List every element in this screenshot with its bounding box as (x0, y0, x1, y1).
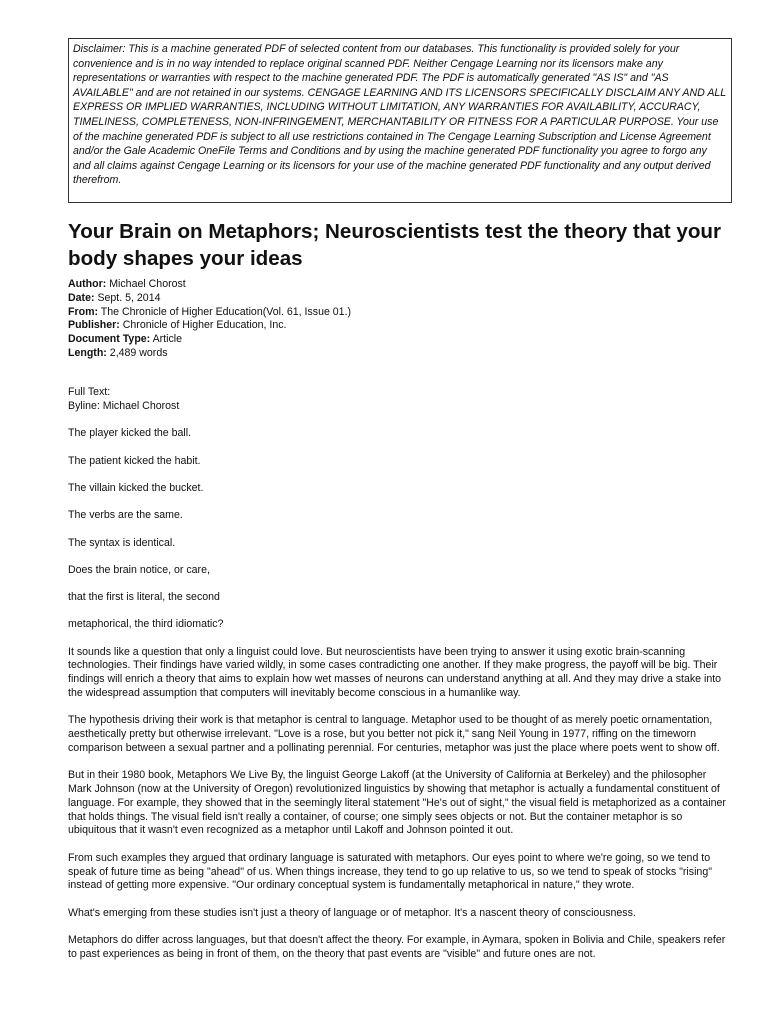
opening-line: metaphorical, the third idiomatic? (68, 618, 224, 631)
meta-document-type (68, 333, 732, 347)
full-text-label: Full Text: (68, 385, 111, 398)
meta-length-value: 2,489 words (109, 346, 168, 359)
meta-publisher-value: Chronicle of Higher Education, Inc. (122, 319, 287, 332)
meta-author (68, 278, 732, 292)
meta-publisher (68, 319, 732, 333)
opening-line: Does the brain notice, or care, (68, 563, 210, 576)
meta-date (68, 292, 732, 306)
body-paragraph: Metaphors do differ across languages, but that doesn't affect the theory. For example, in Aymara, spoken in Bolivia and Chile, speakers refer to past experiences as being in front of them, on the theory that past events are "visible" and future ones are not. (68, 933, 726, 960)
meta-date-label: Date: (68, 291, 95, 304)
body-paragraph: From such examples they argued that ordinary language is saturated with metaphors. Our eyes point to where we're going, so we tend to speak of future time as being "ahead" of us. When things increase, they tend to go up relative to us, so we tend to speak of stocks "rising" instead of getting more expensive. "Our ordinary conceptual system is fundamentally metaphorical in nature," they wrote. (68, 851, 712, 892)
article-metadata (68, 278, 732, 361)
meta-from (68, 306, 732, 320)
disclaimer-text: Disclaimer: This is a machine generated PDF of selected content from our databases. This functionality is provided solely for your convenience and is in no way intended to replace original scanned PDF. Neither Cengage Learning nor its licensors make any representations or warranties with respect to the machine generated PDF. The PDF is automatically generated "AS IS" and "AS AVAILABLE" and are not retained in our systems. CENGAGE LEARNING AND ITS LICENSORS SPECIFICALLY DISCLAIM ANY AND ALL EXPRESS OR IMPLIED WARRANTIES, INCLUDING WITHOUT LIMITATION, ANY WARRANTIES FOR AVAILABILITY, ACCURACY, TIMELINESS, COMPLETENESS, NON-INFRINGEMENT, MERCHANTABILITY OR FITNESS FOR A PARTICULAR PURPOSE. Your use of the machine generated PDF is subject to all use restrictions contained in The Cengage Learning Subscription and License Agreement and/or the Gale Academic OneFile Terms and Conditions and by using the machine generated PDF functionality you agree to forgo any and all claims against Cengage Learning or its licensors for your use of the machine generated PDF functionality and any output derived therefrom. (73, 43, 726, 187)
meta-date-value: Sept. 5, 2014 (97, 291, 161, 304)
opening-line: The patient kicked the habit. (68, 454, 201, 467)
body-paragraph: The hypothesis driving their work is that metaphor is central to language. Metaphor used to be thought of as merely poetic ornamentation, aesthetically pretty but otherwise irrelevant. "Love is a rose, but you better not pick it," sang Neil Young in 1977, riffing on the timeworn comparison between a sexual partner and a pollinating perennial. For centuries, metaphor was just the place where poets went to show off. (68, 714, 720, 754)
meta-length-label: Length: (68, 346, 107, 359)
document-page (68, 38, 732, 962)
meta-document-type-label: Document Type: (68, 333, 151, 346)
article-body (68, 646, 732, 962)
article-title: Your Brain on Metaphors; Neuroscientists test the theory that your body shapes your ideas (68, 219, 721, 270)
opening-line: The player kicked the ball. (68, 427, 192, 440)
disclaimer-box (68, 38, 732, 203)
body-paragraph: It sounds like a question that only a linguist could love. But neuroscientists have been trying to answer it using exotic brain-scanning technologies. Their findings have varied wildly, in some cases contradicting one another. If they make progress, the payoff will be big. Their findings will enrich a theory that aims to explain how wet masses of neurons can understand anything at all. And they may drive a stake into the widespread assumption that computers will inevitably become conscious in a humanlike way. (68, 645, 722, 700)
meta-author-value: Michael Chorost (109, 277, 186, 290)
opening-line: that the first is literal, the second (68, 591, 220, 604)
opening-lines (68, 427, 732, 632)
meta-from-label: From: (68, 305, 99, 318)
opening-line: The syntax is identical. (68, 536, 176, 549)
meta-publisher-label: Publisher: (68, 319, 120, 332)
meta-document-type-value: Article (152, 333, 183, 346)
opening-line: The verbs are the same. (68, 509, 183, 522)
body-paragraph: What's emerging from these studies isn't just a theory of language or of metaphor. It's a nascent theory of consciousness. (68, 906, 636, 919)
body-paragraph: But in their 1980 book, Metaphors We Live By, the linguist George Lakoff (at the University of California at Berkeley) and the philosopher Mark Johnson (now at the University of Oregon) revolutionized linguistics by showing that metaphor is actually a fundamental constituent of language. For example, they showed that in the seemingly literal statement "He's out of sight," the visual field is metaphorized as a container that holds things. The visual field isn't really a container, of course; one simply sees objects or not. But the container metaphor is so ubiquitous that it wasn't even recognized as a metaphor until Lakoff and Johnson pointed it out. (68, 769, 726, 837)
meta-author-label: Author: (68, 277, 107, 290)
opening-line: The villain kicked the bucket. (68, 481, 204, 494)
meta-length (68, 347, 732, 361)
meta-from-value: The Chronicle of Higher Education(Vol. 61, Issue 01.) (100, 305, 352, 318)
byline: Byline: Michael Chorost (68, 399, 180, 412)
full-text-header (68, 386, 732, 414)
